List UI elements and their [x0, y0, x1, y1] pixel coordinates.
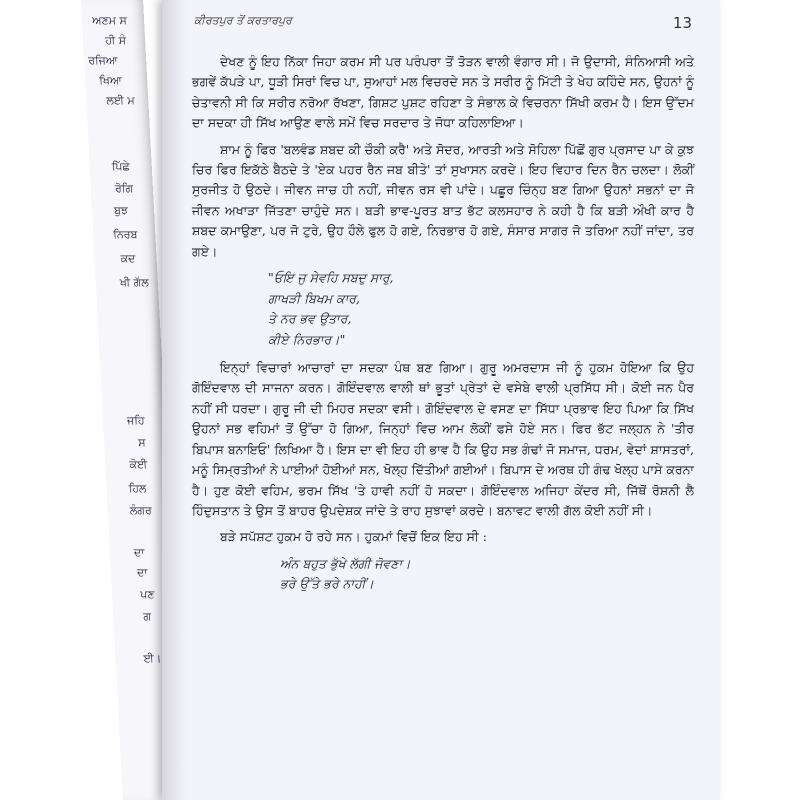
verse-line: ਤੇ ਨਰ ਭਵ ਉਤਾਰ, [268, 311, 352, 327]
prev-page-fragment: ਪਣ [139, 588, 155, 601]
verse-line: "ਓਇ ਜੁ ਸੇਵਹਿ ਸਬਦੁ ਸਾਰੁ, [268, 270, 394, 286]
paragraph: ਬੜੇ ਸਪੱਸ਼ਟ ਹੁਕਮ ਹੋ ਰਹੇ ਸਨ। ਹੁਕਮਾਂ ਵਿਚੋਂ ਇਕ ਇਹ ਸੀ : [220, 529, 487, 545]
verse-line: ਅੰਨ ਬਹੁਤ ਭੁੱਖੇ ਲੱਗੀ ਜੋਵਣਾ। [280, 555, 411, 571]
verse-quote [192, 554, 694, 595]
paragraph: ਦੇਖਣ ਨੂੰ ਇਹ ਨਿੱਕਾ ਜਿਹਾ ਕਰਮ ਸੀ ਪਰ ਪਰੰਪਰਾ ਤੋਂ ਤੋੜਨ ਵਾਲੀ ਵੰਗਾਰ ਸੀ। ਜੋ ਉਦਾਸੀ, ਸੰਨਿਆਸੀ ਅਤੇ ਭਗਵੇਂ ਕੱਪੜੇ ਪਾ, ਧੂੜੀ ਸਿਰਾਂ ਵਿਚ ਪਾ, ਸੁਆਹਾਂ ਮਲ ਵਿਚਰਦੇ ਸਨ ਤੇ ਸਰੀਰ ਨੂੰ ਮਿੱਟੀ ਤੇ ਖੇਹ ਕਹਿੰਦੇ ਸਨ, ਉਹਨਾਂ ਨੂੰ ਚੇਤਾਵਨੀ ਸੀ ਕਿ ਸਰੀਰ ਨਰੋਆ ਰੱਖਣਾ, ਗਿਸ਼ਟ ਪੁਸ਼ਟ ਰਹਿਣਾ ਤੇ ਸੰਭਾਲ ਕੇ ਵਿਚਰਨਾ ਸਿੱਖੀ ਕਰਮ ਹੈ। ਇਸ ਉੱਦਮ ਦਾ ਸਦਕਾ ਹੀ ਸਿੱਖ ਆਉਣ ਵਾਲੇ ਸਮੇਂ ਵਿਚ ਸਰਦਾਰ ਤੇ ਜੋਧਾ ਕਹਿਲਾਇਆ। [192, 54, 694, 131]
prev-page-fragment: ਹਿਲ [128, 482, 147, 495]
prev-page-fragment: ਨਿਰਬ [112, 228, 138, 241]
body-text [192, 52, 694, 603]
prev-page-fragment: ਬੁਝ [113, 204, 129, 217]
verse-line: ਕੀਏ ਨਿਰਭਾਰ।" [268, 331, 346, 347]
prev-page-fragment: ਜਹਿ [126, 414, 145, 427]
prev-page-fragment: ਗ [143, 610, 152, 623]
prev-page-fragment: ਲਈ ਮ [105, 94, 136, 107]
prev-page-fragment: ਖੀ ਗੱਲ [119, 276, 150, 289]
verse-quote [192, 268, 694, 350]
book-page [162, 0, 720, 800]
page-header [194, 14, 692, 36]
prev-page-fragment: ਖਿਆ [98, 74, 123, 87]
paragraph: ਸ਼ਾਮ ਨੂੰ ਫਿਰ 'ਬਲਵੰਡ ਸ਼ਬਦ ਕੀ ਚੌਕੀ ਕਰੈ' ਅਤੇ ਸੋਦਰ, ਆਰਤੀ ਅਤੇ ਸੋਹਿਲਾ ਪਿੱਛੋਂ ਗੁਰ ਪ੍ਰਸਾਦ ਪਾ ਕੇ ਕੁਝ ਚਿਰ ਫਿਰ ਇਕੱਠੇ ਬੈਠਦੇ ਤੇ 'ਏਕ ਪਹਰ ਰੈਨ ਜਬ ਬੀਤੇ' ਤਾਂ ਸੁਖਾਸਨ ਕਰਦੇ। ਇਹ ਵਿਹਾਰ ਦਿਨ ਰੈਨ ਚਲਦਾ। ਲੋਕੀਂ ਸੁਰਜੀਤ ਹੋ ਉਠਦੇ। ਜੀਵਨ ਜਾਚ ਹੀ ਨਹੀਂ, ਜੀਵਨ ਰਸ ਵੀ ਪਾਂਦੇ। ਪਛੂਰ ਚਿੰਨ੍ਹ ਬਣ ਗਿਆ ਉਹਨਾਂ ਸਭਨਾਂ ਦਾ ਜੋ ਜੀਵਨ ਅਖਾੜਾ ਜਿੱਤਣਾ ਚਾਹੁੰਦੇ ਸਨ। ਬੜੀ ਭਾਵ-ਪੂਰਤ ਬਾਤ ਭੱਟ ਕਲਸਹਾਰ ਨੇ ਕਹੀ ਹੈ ਕਿ ਬੜੀ ਔਖੀ ਕਾਰ ਹੈ ਸ਼ਬਦ ਕਮਾਉਣਾ, ਪਰ ਜੋ ਟੁਰੇ, ਉਹ ਹੌਲੇ ਫੁਲ ਹੋ ਗਏ, ਨਿਰਭਾਰ ਹੋ ਗਏ, ਸੰਸਾਰ ਸਾਗਰ ਜੋ ਤਰਿਆ ਨਹੀਂ ਜਾਂਦਾ, ਤਰ ਗਏ। [192, 141, 694, 259]
paragraph: ਇਨ੍ਹਾਂ ਵਿਚਾਰਾਂ ਆਚਾਰਾਂ ਦਾ ਸਦਕਾ ਪੰਥ ਬਣ ਗਿਆ। ਗੁਰੂ ਅਮਰਦਾਸ ਜੀ ਨੂੰ ਹੁਕਮ ਹੋਇਆ ਕਿ ਉਹ ਗੋਇੰਦਵਾਲ ਦੀ ਸਾਜਨਾ ਕਰਨ। ਗੋਇੰਦਵਾਲ ਵਾਲੀ ਥਾਂ ਭੂਤਾਂ ਪ੍ਰੇਤਾਂ ਦੇ ਵਸੇਬੇ ਵਾਲੀ ਪ੍ਰਸਿੱਧ ਸੀ। ਕੋਈ ਜਨ ਪੈਰ ਨਹੀਂ ਸੀ ਧਰਦਾ। ਗੁਰੂ ਜੀ ਦੀ ਮਿਹਰ ਸਦਕਾ ਵਸੀ। ਗੋਇੰਦਵਾਲ ਦੇ ਵਸਣ ਦਾ ਸਿੱਧਾ ਪ੍ਰਭਾਵ ਇਹ ਪਿਆ ਕਿ ਸਿੱਖ ਉਹਨਾਂ ਸਭ ਵਹਿਮਾਂ ਤੋਂ ਉੱਚਾ ਹੋ ਗਿਆ, ਜਿਨ੍ਹਾਂ ਵਿਚ ਆਮ ਲੋਕੀਂ ਫਸੇ ਹੋਏ ਸਨ। ਫਿਰ ਭੱਟ ਜਲ੍ਹਨ ਨੇ 'ਤੀਰ ਬਿਪਾਸ ਬਨਾਇਓ' ਲਿਖਿਆ ਹੈ। ਇਸ ਦਾ ਵੀ ਇਹ ਹੀ ਭਾਵ ਹੈ ਕਿ ਉਹ ਸਭ ਗੰਢਾਂ ਜੋ ਸਮਾਜ, ਧਰਮ, ਵੇਦਾਂ ਸ਼ਾਸਤਰਾਂ, ਮਨੂੰ ਸਿਮ੍ਰਤੀਆਂ ਨੇ ਪਾਈਆਂ ਹੋਈਆਂ ਸਨ, ਖੋਲ੍ਹ ਦਿੱਤੀਆਂ ਗਈਆਂ। ਬਿਪਾਸ ਦੇ ਅਰਥ ਹੀ ਗੰਢ ਖੋਲ੍ਹ ਪਾਸੇ ਕਰਨਾ ਹੈ। ਹੁਣ ਕੋਈ ਵਹਿਮ, ਭਰਮ ਸਿੱਖ 'ਤੇ ਹਾਵੀ ਨਹੀਂ ਹੋ ਸਕਦਾ। ਗੋਇੰਦਵਾਲ ਅਜਿਹਾ ਕੇਂਦਰ ਸੀ, ਜਿੱਥੋਂ ਰੋਸ਼ਨੀ ਲੈ ਹਿੰਦੁਸਤਾਨ ਤੇ ਉਸ ਤੋਂ ਬਾਹਰ ਉਪਦੇਸ਼ਕ ਜਾਂਦੇ ਤੇ ਰਾਹ ਸੁਝਾਵਾਂ ਕਰਦੇ। ਬਨਾਵਟ ਵਾਲੀ ਗੱਲ ਕੋਈ ਨਹੀਂ ਸੀ। [192, 360, 694, 518]
prev-page-fragment: ਈ। [143, 652, 162, 665]
prev-page-fragment: ਰਜਿਆ [87, 54, 119, 67]
prev-page-fragment: ਕੋਈ [129, 458, 148, 471]
prev-page-fragment: ਦਾ [133, 546, 145, 559]
prev-page-fragment: ਦਾ [136, 566, 148, 579]
verse-line: ਭਰੇ ਉੱਤੇ ਭਰੇ ਨਾਹੀਂ। [280, 576, 374, 592]
prev-page-fragment: ਲੰਗਰ [129, 504, 153, 517]
prev-page-fragment: ਕਦ [120, 252, 136, 265]
prev-page-fragment: ਹੀ ਸੰ [104, 34, 127, 47]
prev-page-fragment: ਰੋਗਿ [114, 182, 134, 195]
page-number: 13 [672, 14, 692, 32]
prev-page-fragment: ਸ [137, 436, 146, 449]
prev-page-fragment: ਪਿੱਛੇ [111, 160, 130, 173]
prev-page-fragment: ਅਣਮ ਸ [91, 14, 128, 27]
running-head: ਕੀਰਤਪੁਰ ਤੋਂ ਕਰਤਾਰਪੁਰ [194, 14, 292, 27]
verse-line: ਗਾਖੜੀ ਬਿਖਮ ਕਾਰ, [268, 290, 360, 306]
page-gutter-shadow [162, 0, 186, 800]
